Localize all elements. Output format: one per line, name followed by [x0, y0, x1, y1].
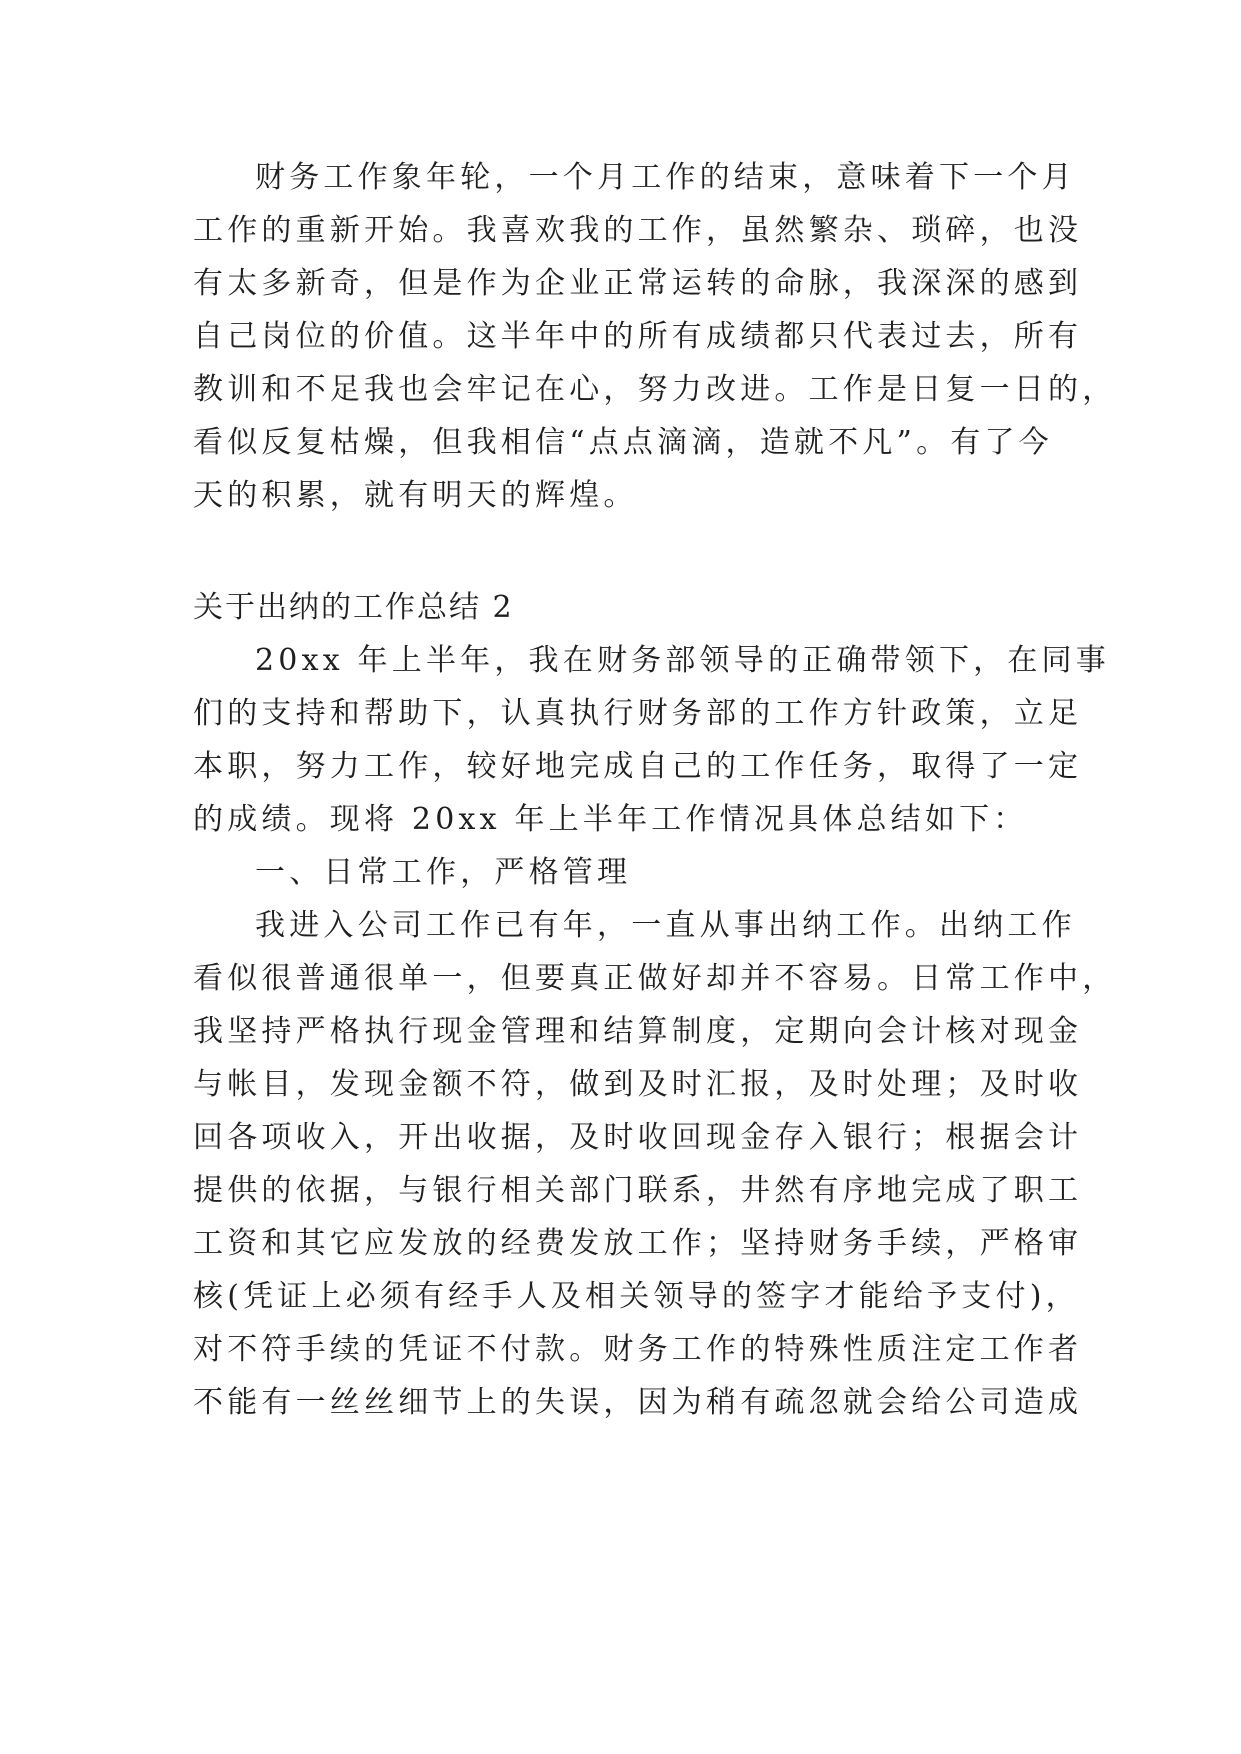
paragraph-1-line: 天的积累，就有明天的辉煌。 [193, 478, 638, 513]
paragraph-3-line: 我进入公司工作已有年，一直从事出纳工作。出纳工作 [255, 908, 1076, 943]
paragraph-2-line: 的成绩。现将 20xx 年上半年工作情况具体总结如下： [193, 802, 1028, 837]
paragraph-3-line: 提供的依据，与银行相关部门联系，井然有序地完成了职工 [193, 1173, 1083, 1208]
paragraph-3-line: 不能有一丝丝细节上的失误，因为稍有疏忽就会给公司造成 [193, 1385, 1083, 1420]
paragraph-3-line: 回各项收入，开出收据，及时收回现金存入银行；根据会计 [193, 1120, 1083, 1155]
paragraph-2-line: 们的支持和帮助下，认真执行财务部的工作方针政策，立足 [193, 696, 1083, 731]
paragraph-2-line: 20xx 年上半年，我在财务部领导的正确带领下，在同事 [255, 643, 1110, 678]
paragraph-1-line: 有太多新奇，但是作为企业正常运转的命脉，我深深的感到 [193, 266, 1083, 301]
paragraph-1-line: 自己岗位的价值。这半年中的所有成绩都只代表过去，所有 [193, 319, 1083, 354]
paragraph-1-line: 看似反复枯燥，但我相信“点点滴滴，造就不凡”。有了今 [193, 425, 1053, 460]
paragraph-3-line: 工资和其它应发放的经费发放工作；坚持财务手续，严格审 [193, 1226, 1083, 1261]
paragraph-1-line: 教训和不足我也会牢记在心，努力改进。工作是日复一日的， [193, 372, 1117, 407]
section-title: 关于出纳的工作总结 2 [193, 590, 514, 625]
paragraph-3-line: 我坚持严格执行现金管理和结算制度，定期向会计核对现金 [193, 1014, 1083, 1049]
paragraph-2-line: 本职，努力工作，较好地完成自己的工作任务，取得了一定 [193, 749, 1083, 784]
subheading: 一、日常工作，严格管理 [255, 855, 632, 890]
paragraph-3-line: 与帐目，发现金额不符，做到及时汇报，及时处理；及时收 [193, 1067, 1083, 1102]
paragraph-3-line: 看似很普通很单一，但要真正做好却并不容易。日常工作中， [193, 961, 1117, 996]
paragraph-3-line: 对不符手续的凭证不付款。财务工作的特殊性质注定工作者 [193, 1332, 1083, 1367]
paragraph-3-line: 核(凭证上必须有经手人及相关领导的签字才能给予支付)， [193, 1279, 1080, 1314]
paragraph-1-line: 工作的重新开始。我喜欢我的工作，虽然繁杂、琐碎，也没 [193, 213, 1083, 248]
paragraph-1-line: 财务工作象年轮，一个月工作的结束，意味着下一个月 [255, 160, 1076, 195]
